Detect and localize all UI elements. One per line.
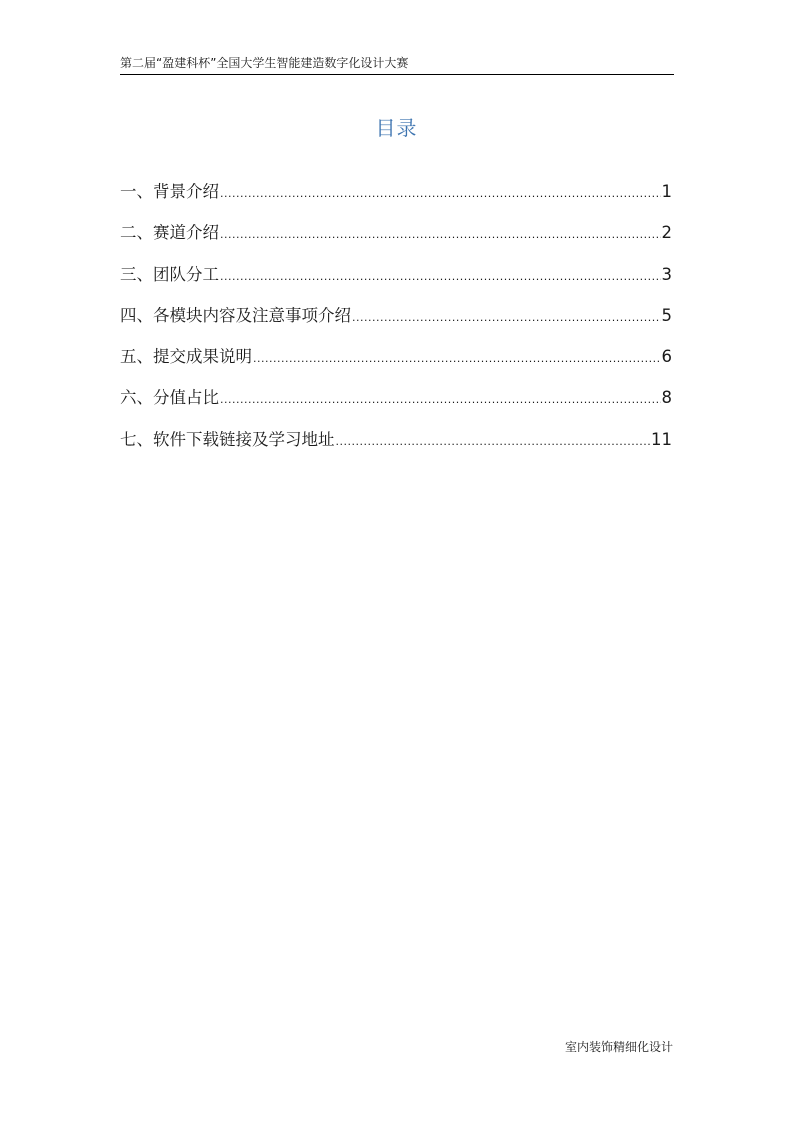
toc-entry-label[interactable]: 六、分值占比 — [120, 388, 219, 408]
toc-dot-leader — [220, 221, 661, 249]
toc-entry-label[interactable]: 一、背景介绍 — [120, 182, 219, 201]
toc-dot-leader — [220, 180, 661, 208]
toc-dot-leader — [336, 428, 651, 456]
toc-entry-page[interactable]: 6 — [661, 347, 672, 367]
toc-entry-page[interactable]: 2 — [661, 223, 672, 243]
toc-entry-label[interactable]: 二、赛道介绍 — [120, 223, 219, 243]
toc-entry[interactable] — [120, 426, 672, 467]
toc-entry[interactable] — [120, 178, 672, 219]
toc-entry[interactable] — [120, 343, 672, 384]
toc-entry[interactable] — [120, 261, 672, 302]
page-footer-text: 室内装饰精细化设计 — [564, 1040, 673, 1054]
toc-entry-label[interactable]: 七、软件下载链接及学习地址 — [120, 429, 335, 449]
page-header — [120, 55, 674, 75]
toc-entry[interactable] — [120, 302, 672, 343]
toc-entry[interactable] — [120, 219, 672, 260]
page-header-text: 第二届“盈建科杯”全国大学生智能建造数字化设计大赛 — [120, 56, 409, 70]
toc-dot-leader — [253, 345, 661, 373]
toc-dot-leader — [352, 304, 661, 332]
toc-dot-leader — [220, 263, 661, 291]
toc-title: 目录 — [375, 116, 418, 140]
toc-dot-leader — [220, 386, 661, 414]
toc-entry-page[interactable]: 3 — [661, 264, 672, 284]
toc-entry-page[interactable]: 1 — [661, 182, 672, 201]
toc-entry-label[interactable]: 三、团队分工 — [120, 264, 219, 284]
toc-entry-label[interactable]: 四、各模块内容及注意事项介绍 — [120, 305, 351, 325]
table-of-contents — [120, 178, 672, 467]
toc-entry-page[interactable]: 11 — [651, 429, 672, 449]
toc-entry[interactable] — [120, 384, 672, 425]
toc-entry-label[interactable]: 五、提交成果说明 — [120, 347, 252, 367]
page-footer — [565, 1038, 673, 1056]
toc-entry-page[interactable]: 8 — [661, 388, 672, 408]
toc-entry-page[interactable]: 5 — [661, 305, 672, 325]
